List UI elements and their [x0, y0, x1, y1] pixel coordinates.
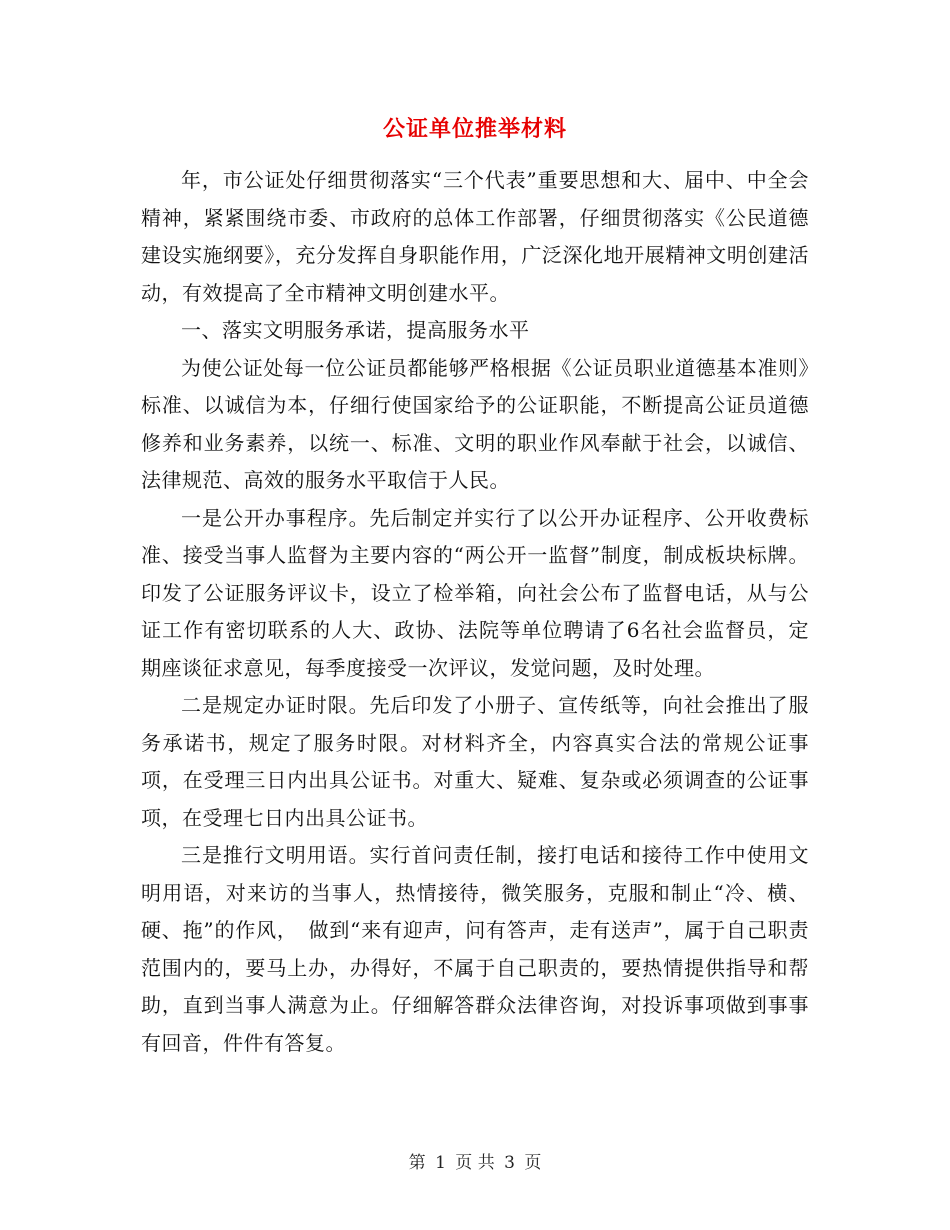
footer-suffix: 页 [524, 1153, 542, 1173]
footer-page-total: 3 [504, 1153, 515, 1173]
paragraph-intro: 年，市公证处仔细贯彻落实“三个代表”重要思想和大、届中、中全会精神，紧紧围绕市委、市政府的总体工作部署，仔细贯彻落实《公民道德建设实施纲要》，充分发挥自身职能作用，广泛深化地开展精神文明创建活动，有效提高了全市精神文明创建水平。 [141, 168, 809, 305]
document-title: 公证单位推举材料 [382, 116, 567, 142]
paragraph-civil-language: 三是推行文明用语。实行首问责任制，接打电话和接待工作中使用文明用语，对来访的当事人，热情接待，微笑服务，克服和制止“冷、横、硬、拖”的作风， 做到“来有迎声，问有答声，走有送声”，属于自己职责范围内的，要马上办，办得好，不属于自己职责的，要热情提供指导和帮助，直到当事人满意为止。仔细解答群众法律咨询，对投诉事项做到事事有回音，件件有答复。 [141, 843, 809, 1055]
paragraph-section-1-intro: 为使公证处每一位公证员都能够严格根据《公证员职业道德基本准则》标准、以诚信为本，仔细行使国家给予的公证职能，不断提高公证员道德修养和业务素养，以统一、标准、文明的职业作风奉献于社会，以诚信、法律规范、高效的服务水平取信于人民。 [141, 355, 809, 492]
section-heading-1: 一、落实文明服务承诺，提高服务水平 [181, 318, 530, 342]
document-body [141, 162, 809, 1062]
paragraph-time-limit: 二是规定办证时限。先后印发了小册子、宣传纸等，向社会推出了服务承诺书，规定了服务时限。对材料齐全，内容真实合法的常规公证事项，在受理三日内出具公证书。对重大、疑难、复杂或必须调查的公证事项，在受理七日内出具公证书。 [141, 693, 809, 830]
footer-page-current: 1 [435, 1153, 446, 1173]
footer-prefix: 第 [408, 1153, 426, 1173]
page-number-footer [0, 1151, 950, 1175]
footer-mid: 页 共 [455, 1153, 495, 1173]
paragraph-open-procedure: 一是公开办事程序。先后制定并实行了以公开办证程序、公开收费标准、接受当事人监督为主要内容的“两公开一监督”制度，制成板块标牌。印发了公证服务评议卡，设立了检举箱，向社会公布了监督电话，从与公证工作有密切联系的人大、政协、法院等单位聘请了6名社会监督员，定期座谈征求意见，每季度接受一次评议，发觉问题，及时处理。 [141, 505, 809, 680]
